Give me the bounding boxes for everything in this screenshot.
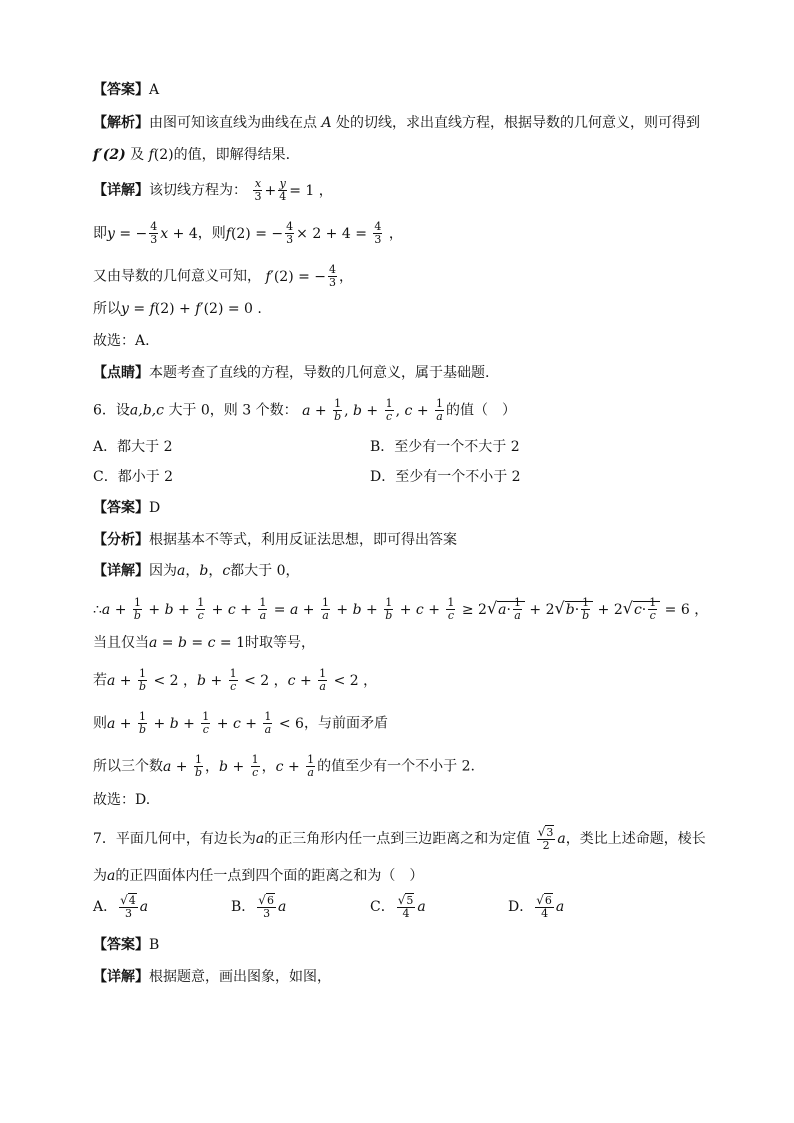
q6-inequality-line bbox=[93, 597, 708, 622]
q6-equality-line bbox=[93, 633, 315, 653]
math-expr: y = f(2) + f′(2) = 0 . bbox=[121, 301, 262, 317]
answer-tag: 【答案】 bbox=[93, 82, 149, 98]
math-expr: a,b,c bbox=[129, 402, 164, 419]
stem-text: 的正三角形内任一点到三边距离之和为定值 bbox=[264, 831, 531, 847]
q6-option-c[interactable] bbox=[93, 467, 173, 487]
math-expr: a bbox=[107, 868, 116, 884]
stem-text: 的值（ ） bbox=[446, 402, 517, 419]
stem-text: 大于 0，则 3 个数： bbox=[168, 402, 298, 419]
option-math: $\frac{√5}{4}$ a bbox=[397, 893, 426, 920]
stem-text: 设 bbox=[115, 402, 130, 419]
math-expr: f(2) = − $\frac{4}{3}$ × 2 + 4 = $\frac{4}{3}$ ， bbox=[225, 220, 403, 246]
math-expr: $\frac{x}{3}$ + $\frac{y}{4}$ = 1 ， bbox=[254, 177, 333, 203]
math-expr: b bbox=[199, 563, 209, 579]
math-expr: a + $\frac{1}{b}$ + b + $\frac{1}{c}$ + c + $\frac{1}{a}$ < 6 bbox=[107, 710, 304, 736]
q5-comment-line bbox=[93, 363, 489, 383]
answer-value: D bbox=[149, 500, 161, 516]
comment-text: 本题考查了直线的方程，导数的几何意义，属于基础题. bbox=[149, 365, 490, 381]
analysis-text: 及 bbox=[130, 147, 145, 163]
q5-analysis-line bbox=[93, 113, 700, 133]
q5-detail-line-4 bbox=[93, 299, 262, 319]
q6-then-line bbox=[93, 711, 388, 736]
stem-text: ，类比上述命题，棱长 bbox=[565, 831, 706, 847]
detail-text: 根据题意，画出图象，如图， bbox=[149, 969, 331, 985]
option-letter: C． bbox=[93, 469, 118, 485]
stem-text: 为 bbox=[93, 868, 107, 884]
math-expr: f bbox=[148, 147, 154, 163]
q6-answer-line bbox=[93, 498, 160, 518]
question-number: 6． bbox=[93, 402, 116, 419]
math-expr: f′(2) = − $\frac{4}{3}$ ， bbox=[265, 263, 354, 289]
q5-detail-line-2 bbox=[93, 221, 403, 246]
comment-tag: 【点睛】 bbox=[93, 365, 149, 381]
detail-text: ，与前面矛盾 bbox=[303, 715, 388, 732]
detail-text: 时取等号， bbox=[245, 635, 315, 651]
option-letter: A． bbox=[93, 439, 118, 455]
q5-choose: 故选：A. bbox=[93, 333, 150, 349]
detail-text: 的值至少有一个不小于 2. bbox=[317, 758, 475, 775]
detail-text: 都大于 0， bbox=[230, 563, 300, 579]
option-text: 都小于 2 bbox=[117, 469, 174, 485]
math-expr: a + $\frac{1}{b}$ , b + $\frac{1}{c}$ , c + $\frac{1}{a}$ bbox=[302, 397, 444, 423]
math-expr: y = − $\frac{4}{3}$ x + 4 bbox=[107, 220, 198, 246]
analysis-tag: 【分析】 bbox=[93, 532, 149, 548]
q6-detail-line-1: 【详解】因为a，b，c都大于 0， bbox=[93, 563, 300, 579]
detail-tag: 【详解】 bbox=[93, 563, 149, 579]
math-expr: a + $\frac{1}{b}$ < 2 ，b + $\frac{1}{c}$ < 2 ，c + $\frac{1}{a}$ < 2 ， bbox=[107, 667, 378, 693]
detail-text: 又由导数的几何意义可知， bbox=[93, 268, 261, 285]
q7-option-b[interactable] bbox=[231, 894, 286, 920]
option-math: $\frac{√4}{3}$ a bbox=[120, 893, 149, 920]
q7-answer-line bbox=[93, 935, 159, 955]
answer-value: B bbox=[149, 937, 160, 953]
analysis-tag: 【解析】 bbox=[93, 115, 149, 131]
q7-stem-line-1 bbox=[93, 826, 706, 852]
q7-option-d[interactable] bbox=[508, 894, 564, 920]
detail-text: 若 bbox=[93, 672, 107, 689]
q6-choose: 故选：D. bbox=[93, 792, 151, 808]
option-letter: B． bbox=[231, 899, 256, 915]
q6-suppose-line bbox=[93, 668, 377, 693]
detail-text: 因为 bbox=[149, 563, 177, 579]
option-letter: D． bbox=[370, 469, 396, 485]
q6-stem bbox=[93, 398, 516, 423]
math-expr: c bbox=[222, 563, 231, 579]
option-text: 至少有一个不小于 2 bbox=[395, 469, 521, 485]
detail-tag: 【详解】 bbox=[93, 182, 149, 199]
q5-detail-line-3 bbox=[93, 264, 353, 289]
math-expr: a = b = c = 1 bbox=[149, 635, 245, 651]
detail-text: ，则 bbox=[197, 225, 226, 242]
q7-detail-line bbox=[93, 967, 331, 987]
math-expr: $\frac{√3}{2}$ a bbox=[537, 825, 566, 852]
q7-option-a[interactable] bbox=[93, 894, 148, 920]
stem-text: 的正四面体内任一点到四个面的距离之和为（ ） bbox=[115, 868, 424, 884]
detail-text: 该切线方程为： bbox=[149, 182, 247, 199]
analysis-text: 的值，即解得结果. bbox=[173, 147, 291, 163]
option-letter: A． bbox=[93, 899, 118, 915]
q6-option-a[interactable] bbox=[93, 437, 172, 457]
math-expr: a + $\frac{1}{b}$ ，b + $\frac{1}{c}$ ，c + $\frac{1}{a}$ bbox=[163, 753, 315, 779]
detail-text: 所以 bbox=[93, 301, 121, 317]
q6-conclusion-line bbox=[93, 754, 475, 779]
math-expr: ∴a + $\frac{1}{b}$ + b + $\frac{1}{c}$ + c + $\frac{1}{a}$ = a + $\frac{1}{a}$ + b + $\frac{1}{b}$ + c + $\frac{1}{c}$ ≥ 2√a· $\frac{1}{a}$ + 2√b· $\frac{1}{b}$ + 2√c· $\frac{1}{c}$ = 6 ， bbox=[93, 596, 709, 622]
q7-stem-line-2 bbox=[93, 866, 423, 886]
point-label: A bbox=[321, 115, 332, 131]
option-math: $\frac{√6}{4}$ a bbox=[536, 893, 565, 920]
analysis-text: 根据基本不等式，利用反证法思想，即可得出答案 bbox=[149, 532, 457, 548]
option-text: 至少有一个不大于 2 bbox=[394, 439, 520, 455]
detail-text: 所以三个数 bbox=[93, 758, 163, 775]
question-number: 7． bbox=[93, 831, 116, 847]
analysis-text: 处的切线，求出直线方程，根据导数的几何意义，则可得到 bbox=[336, 115, 701, 131]
option-math: $\frac{√6}{3}$ a bbox=[258, 893, 287, 920]
q5-answer-line bbox=[93, 80, 159, 100]
q5-detail-line-1 bbox=[93, 178, 333, 203]
stem-text: 平面几何中，有边长为 bbox=[115, 831, 256, 847]
analysis-text: 由图可知该直线为曲线在点 bbox=[149, 115, 317, 131]
detail-text: 即 bbox=[93, 225, 107, 242]
math-expr: a bbox=[255, 831, 265, 847]
detail-text: 则 bbox=[93, 715, 107, 732]
option-text: 都大于 2 bbox=[117, 439, 173, 455]
q6-option-d[interactable] bbox=[370, 467, 521, 487]
answer-tag: 【答案】 bbox=[93, 937, 149, 953]
option-letter: B． bbox=[370, 439, 395, 455]
option-letter: D． bbox=[508, 899, 534, 915]
math-expr: f′(2) bbox=[93, 147, 126, 163]
answer-tag: 【答案】 bbox=[93, 500, 149, 516]
q7-option-c[interactable] bbox=[370, 894, 426, 920]
answer-value: A bbox=[149, 82, 160, 98]
option-letter: C． bbox=[370, 899, 395, 915]
q6-analysis-line bbox=[93, 530, 457, 550]
math-expr: a bbox=[177, 563, 186, 579]
q5-analysis-line-2: f′(2) 及 f(2)的值，即解得结果. bbox=[93, 147, 291, 163]
q6-option-b[interactable] bbox=[370, 437, 520, 457]
detail-tag: 【详解】 bbox=[93, 969, 149, 985]
detail-text: 当且仅当 bbox=[93, 635, 149, 651]
